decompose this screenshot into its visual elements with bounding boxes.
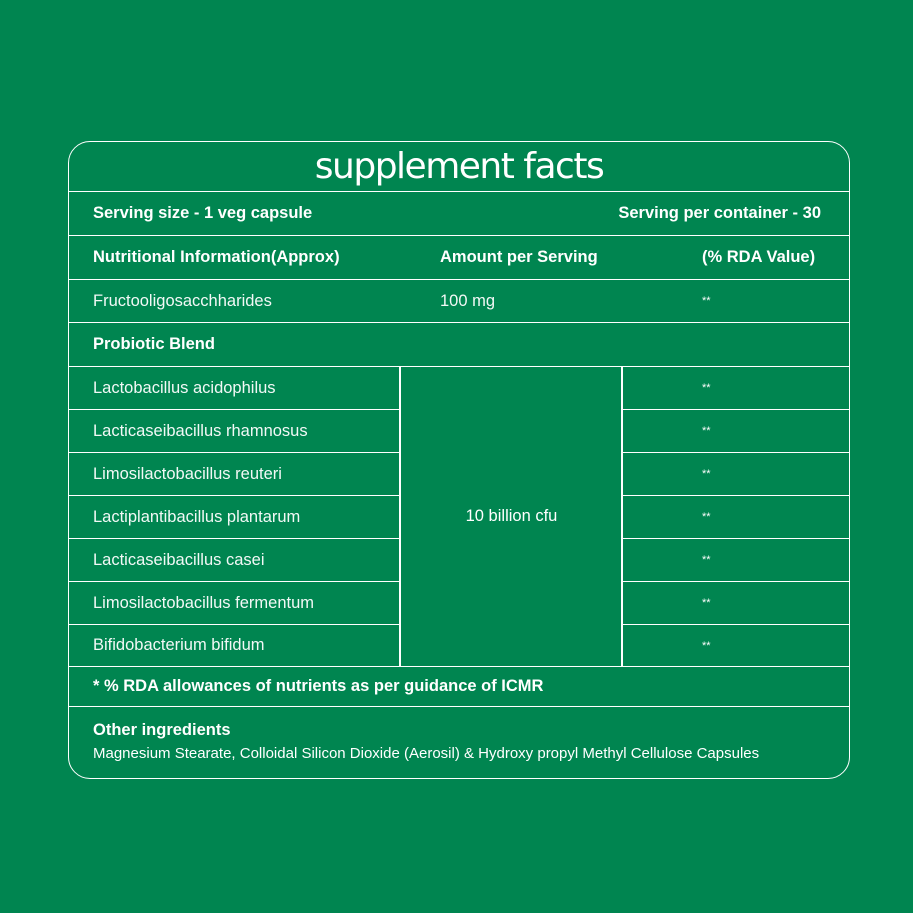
blend-amount: 10 billion cfu <box>465 507 558 525</box>
strain-row <box>69 367 401 410</box>
serving-size: Serving size - 1 veg capsule <box>93 204 313 222</box>
other-ingredients <box>69 707 849 779</box>
strain-row <box>69 453 401 496</box>
strain-name: Limosilactobacillus reuteri <box>93 464 282 483</box>
strain-rda: ** <box>702 639 711 652</box>
strains-block <box>69 367 849 666</box>
header-amount: Amount per Serving <box>440 248 598 266</box>
serving-per-container: Serving per container - 30 <box>618 204 821 222</box>
header-nutritional-info: Nutritional Information(Approx) <box>93 248 340 266</box>
strain-row <box>69 625 401 666</box>
strain-name: Lacticaseibacillus casei <box>93 550 265 569</box>
other-ingredients-text: Magnesium Stearate, Colloidal Silicon Dioxide (Aerosil) & Hydroxy propyl Methyl Cellulose Capsules <box>93 745 760 762</box>
strain-rda: ** <box>702 382 711 394</box>
strain-name: Lactiplantibacillus plantarum <box>93 507 301 526</box>
strain-rda-cell <box>622 625 850 666</box>
strain-rda: ** <box>702 597 711 609</box>
strain-rda-cell <box>622 539 850 582</box>
fos-rda: ** <box>702 295 711 307</box>
fos-row <box>69 280 849 323</box>
serving-row <box>69 192 849 236</box>
strain-name: Lacticaseibacillus rhamnosus <box>93 421 308 440</box>
strain-rda-cell <box>622 582 850 625</box>
strain-rda: ** <box>702 425 711 437</box>
probiotic-blend-label: Probiotic Blend <box>93 335 215 353</box>
strain-row <box>69 410 401 453</box>
strain-name: Bifidobacterium bifidum <box>93 636 265 654</box>
supplement-facts-panel <box>68 141 850 779</box>
other-ingredients-title: Other ingredients <box>93 721 231 739</box>
strain-row <box>69 496 401 539</box>
strain-rda-cell <box>622 410 850 453</box>
strain-name: Lactobacillus acidophilus <box>93 378 276 397</box>
rda-note: * % RDA allowances of nutrients as per guidance of ICMR <box>93 677 544 695</box>
strain-row <box>69 582 401 625</box>
strain-rda: ** <box>702 554 711 566</box>
header-rda: (% RDA Value) <box>702 248 816 266</box>
strain-row <box>69 539 401 582</box>
fos-name: Fructooligosacchharides <box>93 291 272 310</box>
header-row <box>69 236 849 280</box>
fos-amount: 100 mg <box>440 291 496 310</box>
strain-rda-cell <box>622 453 850 496</box>
rda-note-row <box>69 666 849 707</box>
strain-rda: ** <box>702 511 711 523</box>
strain-rda-cell <box>622 496 850 539</box>
strain-rda: ** <box>702 468 711 480</box>
strain-rda-cell <box>622 367 850 410</box>
strain-name: Limosilactobacillus fermentum <box>93 593 315 612</box>
probiotic-blend-row <box>69 323 849 367</box>
panel-title: supplement facts <box>69 142 849 192</box>
